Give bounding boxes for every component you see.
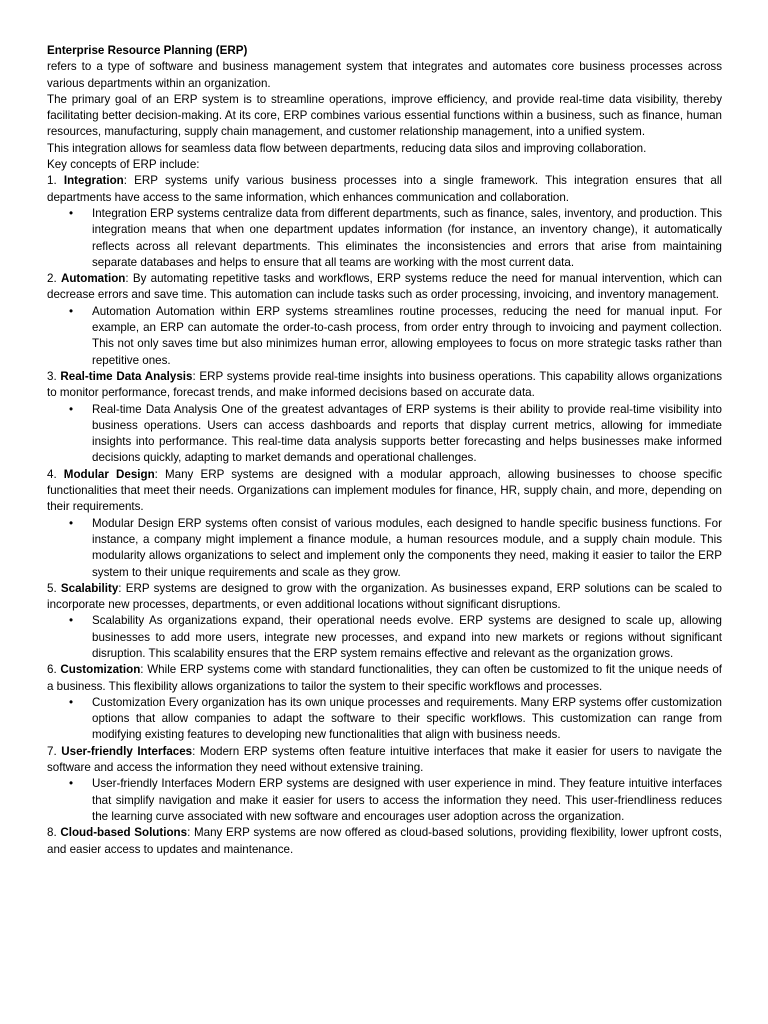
section-number: 3. — [47, 369, 61, 383]
section-text: : Modern ERP systems often feature intuitive interfaces that make it easier for users to navigate the software and access the information they need without extensive training. — [47, 744, 723, 775]
bullet-icon: • — [69, 695, 74, 709]
section-heading: User-friendly Interfaces — [61, 744, 193, 758]
section-heading: Cloud-based Solutions — [60, 826, 188, 840]
bullet-text: User-friendly Interfaces Modern ERP systems are designed with user experience in mind. They feature intuitive interfaces that simplify navigation and make it easier for users to access the information they need. This user-friendliness reduces the learning curve associated with new software and encourages user adoption across the organization. — [92, 777, 722, 823]
section-scalability — [47, 581, 722, 614]
bullet-item — [47, 206, 722, 271]
section-text: : While ERP systems come with standard functionalities, they can often be customized to fit the unique needs of a business. This flexibility allows organizations to tailor the system to their specific workflows and processes. — [47, 663, 723, 693]
section-number: 5. — [47, 581, 61, 595]
intro-paragraph: This integration allows for seamless data flow between departments, reducing data silos and improving collaboration. — [47, 141, 647, 155]
bullet-text: Automation Automation within ERP systems streamlines routine processes, reducing the need for manual input. For example, an ERP can automate the order-to-cash process, from order entry through to invoicing and payment collection. This not only saves time but also minimizes human error, allowing employees to focus on more strategic tasks rather than repetitive ones. — [92, 304, 722, 367]
section-heading: Integration — [63, 174, 124, 188]
bullet-item — [47, 695, 722, 744]
section-text: : ERP systems provide real-time insights into business operations. This capability allows organizations to monitor performance, forecast trends, and make informed decisions based on accurate data. — [47, 369, 723, 400]
bullet-item — [47, 402, 722, 467]
section-text: : Many ERP systems are designed with a modular approach, allowing businesses to choose specific functionalities that meet their needs. Organizations can implement modules for finance, HR, supply chain, and more, depending on their requirements. — [47, 467, 722, 514]
section-heading: Modular Design — [63, 467, 155, 481]
bullet-text: Modular Design ERP systems often consist of various modules, each designed to handle specific business functions. For instance, a company might implement a finance module, a human resources module, and a supply chain module. This modularity allows organizations to select and implement only the components they need, making it easier to tailor the ERP system to their unique requirements and scale as they grow. — [92, 516, 722, 579]
section-text: : ERP systems unify various business processes into a single framework. This integration ensures that all departments have access to the same information, which enhances communication and collaboration. — [47, 174, 723, 204]
section-text: : ERP systems are designed to grow with the organization. As businesses expand, ERP solutions can be scaled to incorporate new processes, departments, or even additional locations without significant disruptions. — [47, 581, 723, 612]
intro-paragraph: Key concepts of ERP include: — [47, 158, 200, 172]
section-text: : Many ERP systems are now offered as cloud-based solutions, providing flexibility, lower upfront costs, and easier access to updates and maintenance. — [47, 826, 722, 856]
bullet-text: Integration ERP systems centralize data from different departments, such as finance, sales, inventory, and production. This integration means that when one department updates information (for instance, an inventory change), it automatically reflects across all relevant departments. This eliminates the inconsistencies and errors that arise from maintaining separate databases and helps to ensure that all teams are working with the most current data. — [92, 206, 722, 269]
section-number: 8. — [47, 826, 61, 840]
section-number: 6. — [47, 663, 61, 677]
section-heading: Real-time Data Analysis — [60, 369, 193, 383]
section-user-friendly-interfaces — [47, 744, 722, 777]
bullet-item — [47, 304, 722, 369]
bullet-text: Customization Every organization has its own unique processes and requirements. Many ERP systems offer customization options that allow companies to adapt the software to their specific workflows. This customization can range from modifying existing features to developing new functionalities that align with business needs. — [92, 695, 722, 742]
intro-paragraph: The primary goal of an ERP system is to streamline operations, improve efficiency, and provide real-time data visibility, thereby facilitating better decision-making. At its core, ERP combines various essential functions within a business, such as finance, human resources, manufacturing, supply chain management, and customer relationship management, into a unified system. — [47, 92, 722, 139]
bullet-text: Scalability As organizations expand, their operational needs evolve. ERP systems are designed to scale up, allowing businesses to add more users, integrate new processes, and expand into new markets or regions without significant disruption. This scalability ensures that the ERP system remains effective and relevant as the organization grows. — [92, 614, 722, 660]
bullet-icon: • — [69, 304, 74, 318]
bullet-icon: • — [69, 206, 74, 220]
bullet-text: Real-time Data Analysis One of the greatest advantages of ERP systems is their ability to provide real-time visibility into business operations. Users can access dashboards and reports that display current metrics, allowing for immediate insights into performance. This real-time data analysis supports better forecasting and helps businesses make informed decisions quickly, adapting to market demands and operational challenges. — [92, 402, 722, 465]
bullet-icon: • — [69, 516, 74, 530]
bullet-icon: • — [69, 777, 74, 791]
bullet-item — [47, 613, 722, 662]
section-heading: Customization — [60, 663, 141, 677]
intro-paragraph: refers to a type of software and business management system that integrates and automates core business processes across various departments within an organization. — [47, 60, 722, 90]
section-number: 2. — [47, 272, 61, 286]
bullet-icon: • — [69, 614, 74, 628]
section-heading: Scalability — [60, 581, 119, 595]
section-number: 4. — [47, 467, 64, 481]
section-heading: Automation — [60, 272, 126, 286]
document-title: Enterprise Resource Planning (ERP) — [47, 44, 248, 57]
section-automation — [47, 271, 722, 304]
section-modular-design — [47, 467, 722, 516]
section-real-time-data-analysis — [47, 369, 722, 402]
section-number: 1. — [47, 174, 64, 188]
section-number: 7. — [47, 744, 62, 758]
section-customization — [47, 662, 722, 695]
document-page — [47, 43, 722, 858]
section-text: : By automating repetitive tasks and workflows, ERP systems reduce the need for manual intervention, which can decrease errors and save time. This automation can include tasks such as order processing, invoicing, and inventory management. — [47, 272, 723, 302]
section-cloud-based-solutions — [47, 825, 722, 858]
bullet-icon: • — [69, 402, 74, 416]
section-integration — [47, 173, 722, 206]
bullet-item — [47, 516, 722, 581]
bullet-item — [47, 776, 722, 825]
